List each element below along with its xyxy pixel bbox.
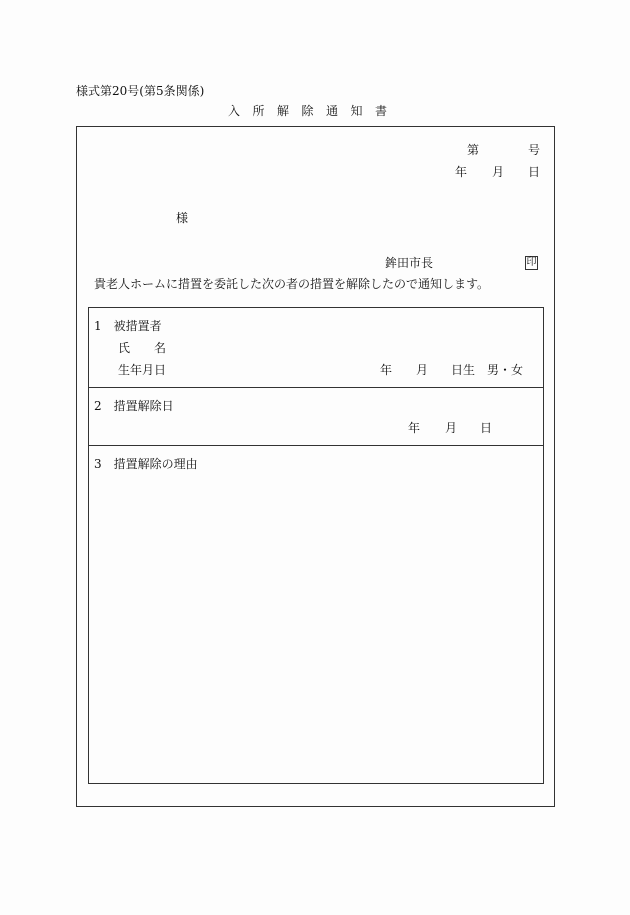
sender-title: 鉾田市長 [385,256,434,270]
name-label: 氏 名 [118,341,167,355]
document-number-prefix: 第 [467,143,480,157]
notice-text: 貴老人ホームに措置を委託した次の者の措置を解除したので通知します。 [94,277,490,291]
seal-mark: 印 [526,257,537,268]
release-month-label: 月 [445,421,458,435]
section-divider-1 [88,387,544,388]
date-year-label: 年 [455,165,468,179]
section3-heading: 3 措置解除の理由 [94,457,198,471]
section-divider-2 [88,445,544,446]
birth-day-label: 日生 [451,363,476,377]
date-day-label: 日 [528,165,541,179]
birth-year-label: 年 [380,363,393,377]
form-number-label: 様式第20号(第5条関係) [76,84,205,98]
date-month-label: 月 [492,165,505,179]
recipient-honorific: 様 [176,211,189,225]
details-table [88,307,544,784]
birth-month-label: 月 [416,363,429,377]
section1-heading: 1 被措置者 [94,319,162,333]
release-day-label: 日 [480,421,493,435]
release-year-label: 年 [408,421,421,435]
section2-heading: 2 措置解除日 [94,399,174,413]
document-number-suffix: 号 [528,143,541,157]
document-title: 入所解除通知書 [228,104,400,118]
birthdate-label: 生年月日 [118,363,167,377]
gender-choice: 男・女 [487,363,524,377]
